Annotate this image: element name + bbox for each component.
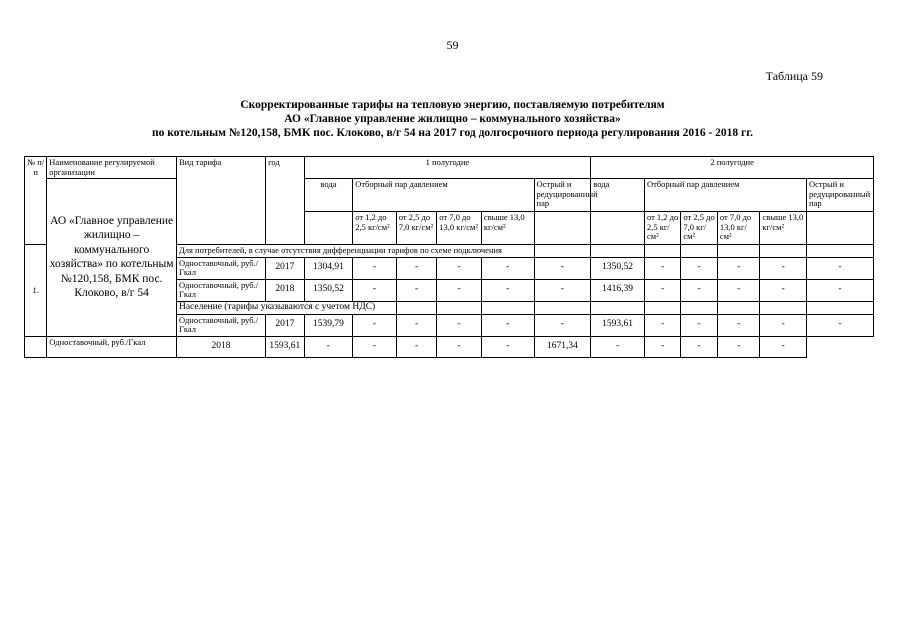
water-h1: 1350,52 [304, 279, 353, 301]
tariff-type: Одноставочный, руб./Гкал [176, 314, 265, 336]
title-line-3: по котельным №120,158, БМК пос. Клоково, в/г 54 на 2017 год долгосрочного периода регулирования 2016 - 2018 гг. [151, 127, 754, 139]
value-dash: - [717, 279, 760, 301]
value-dash: - [644, 279, 680, 301]
water-h1: 1539,79 [304, 314, 353, 336]
header-num: № п/п [25, 157, 47, 245]
value-dash: - [437, 314, 482, 336]
value-dash: - [644, 257, 680, 279]
header-org: Наименование регулируемой организации [47, 157, 177, 179]
header-p1-h1: от 1,2 до 2,5 кг/см² [353, 212, 397, 245]
organization-name: АО «Главное управление жилищно – коммунального хозяйства» по котельным №120,158, БМК пос. Клоково, в/г 54 [47, 179, 177, 337]
header-p4-h2: свыше 13,0 кг/см² [760, 212, 807, 245]
value-dash: - [481, 314, 534, 336]
value-dash: - [353, 314, 397, 336]
header-half-1: 1 полугодие [304, 157, 591, 179]
value-dash: - [681, 314, 717, 336]
value-dash: - [437, 336, 482, 357]
value-dash: - [760, 257, 807, 279]
header-p1-h2: от 1,2 до 2,5 кг/см² [644, 212, 680, 245]
value-dash: - [807, 314, 874, 336]
value-dash: - [353, 279, 397, 301]
value-dash: - [681, 336, 717, 357]
water-h1: 1304,91 [304, 257, 353, 279]
value-dash: - [717, 257, 760, 279]
value-dash: - [534, 314, 591, 336]
value-dash: - [717, 314, 760, 336]
header-steam-h2: Отборный пар давлением [644, 179, 806, 212]
header-steam-h1: Отборный пар давлением [353, 179, 534, 212]
value-dash: - [396, 314, 437, 336]
value-dash: - [717, 336, 760, 357]
tariff-type: Одноставочный, руб./Гкал [176, 279, 265, 301]
year: 2017 [266, 257, 304, 279]
value-dash: - [396, 336, 437, 357]
header-half-2: 2 полугодие [591, 157, 874, 179]
value-dash: - [353, 336, 397, 357]
value-dash: - [760, 336, 807, 357]
section-label: Население (тарифы указываются с учетом НДС) [176, 301, 396, 314]
value-dash: - [304, 336, 353, 357]
value-dash: - [437, 257, 482, 279]
value-dash: - [534, 257, 591, 279]
value-dash: - [681, 257, 717, 279]
year: 2017 [266, 314, 304, 336]
value-dash: - [481, 257, 534, 279]
table-label: Таблица 59 [765, 69, 823, 83]
value-dash: - [681, 279, 717, 301]
tariff-type: Одноставочный, руб./Гкал [176, 257, 265, 279]
value-dash: - [807, 279, 874, 301]
water-h1: 1593,61 [266, 336, 304, 357]
header-p3-h1: от 7,0 до 13,0 кг/см² [437, 212, 482, 245]
year: 2018 [266, 279, 304, 301]
title-line-1: Скорректированные тарифы на тепловую энергию, поставляемую потребителям [240, 99, 665, 111]
tariff-table [24, 156, 874, 358]
value-dash: - [760, 314, 807, 336]
value-dash: - [353, 257, 397, 279]
value-dash: - [644, 314, 680, 336]
header-sharp-steam-h1: Острый и редуцированный пар [534, 179, 591, 212]
water-h2: 1350,52 [591, 257, 645, 279]
value-dash: - [807, 257, 874, 279]
value-dash: - [534, 279, 591, 301]
table-row [25, 336, 874, 357]
header-tariff-type: Вид тарифа [176, 157, 265, 245]
header-p3-h2: от 7,0 до 13,0 кг/см² [717, 212, 760, 245]
header-p2-h1: от 2,5 до 7,0 кг/см² [396, 212, 437, 245]
water-h2: 1593,61 [591, 314, 645, 336]
header-water-h1: вода [304, 179, 353, 212]
row-number: 1. [25, 245, 47, 337]
header-p4-h1: свыше 13,0 кг/см² [481, 212, 534, 245]
water-h2: 1416,39 [591, 279, 645, 301]
document-title [0, 98, 905, 140]
header-year: год [266, 157, 304, 245]
page-number: 59 [446, 38, 459, 52]
value-dash: - [644, 336, 680, 357]
value-dash: - [396, 257, 437, 279]
water-h2: 1671,34 [534, 336, 591, 357]
title-line-2: АО «Главное управление жилищно – коммунального хозяйства» [284, 113, 621, 125]
value-dash: - [437, 279, 482, 301]
section-label: Для потребителей, в случае отсутствия дифференциации тарифов по схеме подключения [176, 245, 534, 258]
header-sharp-steam-h2: Острый и редуцированный пар [807, 179, 874, 212]
value-dash: - [760, 279, 807, 301]
value-dash: - [591, 336, 645, 357]
value-dash: - [481, 336, 534, 357]
value-dash: - [481, 279, 534, 301]
tariff-type: Одноставочный, руб./Гкал [47, 336, 177, 357]
header-water-h2: вода [591, 179, 645, 212]
header-p2-h2: от 2,5 до 7,0 кг/см² [681, 212, 717, 245]
value-dash: - [396, 279, 437, 301]
year: 2018 [176, 336, 265, 357]
